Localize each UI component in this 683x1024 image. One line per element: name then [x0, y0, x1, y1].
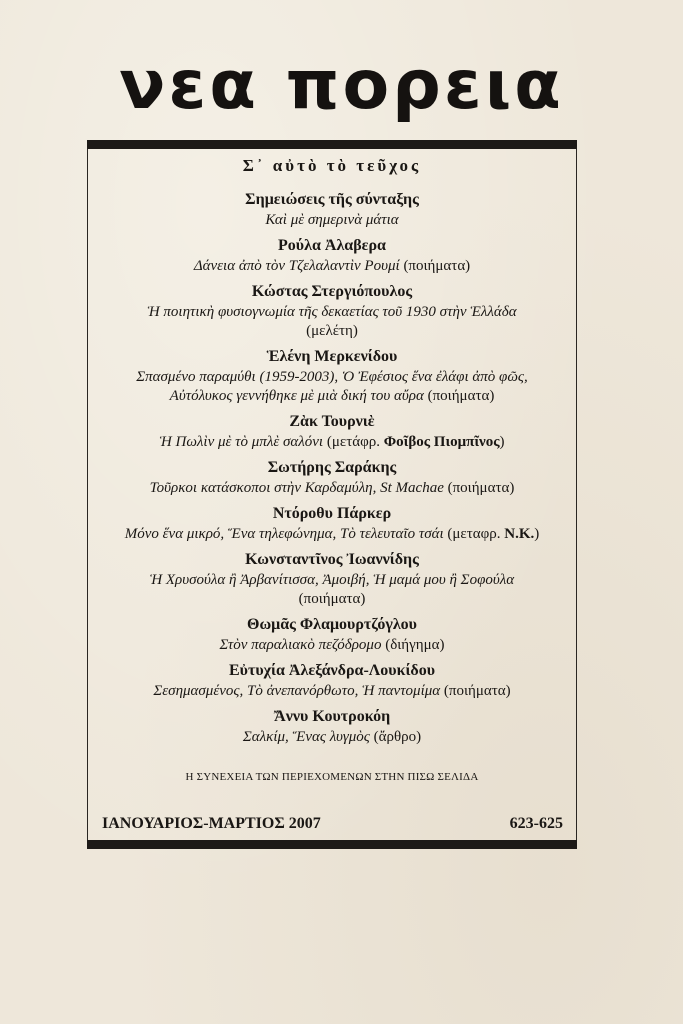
work-italic-text: Αὐτόλυκος γεννήθηκε μὲ μιὰ δική του αὔρα: [169, 388, 424, 404]
work-upright-text: (μετάφρ.: [323, 434, 384, 450]
issue-date: ΙΑΝΟΥΑΡΙΟΣ-ΜΑΡΤΙΟΣ 2007: [102, 815, 321, 832]
entry-work-line: [95, 303, 569, 322]
magazine-title: νεα πορεια: [119, 46, 564, 125]
contents-entry: [95, 660, 569, 701]
work-upright-text: (διήγημα): [381, 637, 445, 653]
work-italic-text: Ἡ Πωλὶν μὲ τὸ μπλὲ σαλόνι: [159, 434, 324, 450]
work-upright-text: (ποιήματα): [298, 591, 366, 607]
top-rule: [87, 140, 577, 149]
work-italic-text: Καὶ μὲ σημερινὰ μάτια: [265, 212, 399, 228]
entry-author: Εὐτυχία Ἀλεξάνδρα-Λουκίδου: [228, 662, 436, 679]
entry-work-line: [95, 211, 569, 230]
entry-work-line: [95, 525, 569, 544]
contents-entry: [95, 503, 569, 544]
entry-author: Ντόροθυ Πάρκερ: [272, 505, 392, 522]
work-bold-text: Ν.Κ.: [504, 526, 535, 542]
entry-author: Θωμᾶς Φλαμουρτζόγλου: [247, 616, 417, 633]
work-upright-text: (ποιήματα): [399, 258, 471, 274]
entry-author: Ἑλένη Μερκενίδου: [266, 348, 398, 365]
entry-work-line: [95, 387, 569, 406]
work-upright-text: (ποιήματα): [423, 388, 495, 404]
work-upright-text: (ποιήματα): [440, 683, 511, 699]
entry-work-line: [95, 636, 569, 655]
contents-entry: [95, 457, 569, 498]
work-tail-text: ): [534, 526, 540, 542]
entry-work-line: [95, 571, 569, 590]
work-bold-text: Φοῖβος Πιομπῖνος: [383, 434, 500, 450]
entry-work-line: [95, 257, 569, 276]
entry-work-line: [95, 590, 569, 609]
entry-author: Κωνσταντῖνος Ἰωαννίδης: [245, 551, 419, 568]
work-upright-text: (ποιήματα): [443, 480, 515, 496]
entry-work-line: [95, 479, 569, 498]
contents-entry: [95, 549, 569, 609]
work-tail-text: ): [499, 434, 505, 450]
entry-work-line: [95, 322, 569, 341]
contents-entry: [95, 411, 569, 452]
entry-work-line: [95, 682, 569, 701]
entry-author: Κώστας Στεργιόπουλος: [251, 283, 413, 300]
entry-work-line: [95, 728, 569, 747]
work-upright-text: (μεταφρ.: [443, 526, 505, 542]
work-italic-text: Μόνο ἕνα μικρό, Ἕνα τηλεφώνημα, Τὸ τελευταῖο τσάι: [124, 526, 444, 542]
work-italic-text: Στὸν παραλιακὸ πεζόδρομο: [219, 637, 382, 653]
contents-entry: [95, 281, 569, 341]
entry-author: Ρούλα Ἀλαβερα: [278, 237, 386, 254]
entry-author: Ζὰκ Τουρνιὲ: [289, 413, 375, 430]
issue-number: 623-625: [509, 815, 563, 832]
contents-entry: [95, 614, 569, 655]
work-italic-text: Δάνεια ἀπὸ τὸν Τζελαλαντὶν Ρουμί: [193, 258, 400, 274]
continued-note: Η ΣΥΝΕΧΕΙΑ ΤΩΝ ΠΕΡΙΕΧΟΜΕΝΩΝ ΣΤΗΝ ΠΙΣΩ ΣΕΛΙΔΑ: [185, 771, 479, 783]
entry-author: Σωτήρης Σαράκης: [267, 459, 397, 476]
contents-entry: [95, 235, 569, 276]
entry-author: Ἄννυ Κουτροκόη: [273, 708, 391, 725]
work-upright-text: (ἄρθρο): [369, 729, 422, 745]
contents-entry: [95, 346, 569, 406]
work-italic-text: Σεσημασμένος, Τὸ ἀνεπανόρθωτο, Ἡ παντομίμα: [153, 683, 441, 699]
entry-work-line: [95, 368, 569, 387]
contents-entry: [95, 189, 569, 230]
contents-list: [95, 189, 569, 752]
contents-heading: Σ᾽ αὐτὸ τὸ τεῦχος: [242, 156, 422, 175]
work-italic-text: Σπασμένο παραμύθι (1959-2003), Ὁ Ἐφέσιος ἕνα ἐλάφι ἀπὸ φῶς,: [136, 369, 528, 385]
bottom-rule: [87, 840, 577, 849]
entry-work-line: [95, 433, 569, 452]
work-italic-text: Ἡ Χρυσούλα ἢ Ἀρβανίτισσα, Ἀμοιβή, Ἡ μαμά μου ἢ Σοφούλα: [149, 572, 515, 588]
entry-author: Σημειώσεις τῆς σύνταξης: [245, 191, 419, 208]
work-italic-text: Ἡ ποιητικὴ φυσιογνωμία τῆς δεκαετίας τοῦ 1930 στὴν Ἑλλάδα: [147, 304, 517, 320]
work-upright-text: (μελέτη): [306, 323, 358, 339]
work-italic-text: Σαλκίμ, Ἕνας λυγμὸς: [242, 729, 370, 745]
work-italic-text: Τοῦρκοι κατάσκοποι στὴν Καρδαμύλη, St Machae: [149, 480, 444, 496]
contents-entry: [95, 706, 569, 747]
